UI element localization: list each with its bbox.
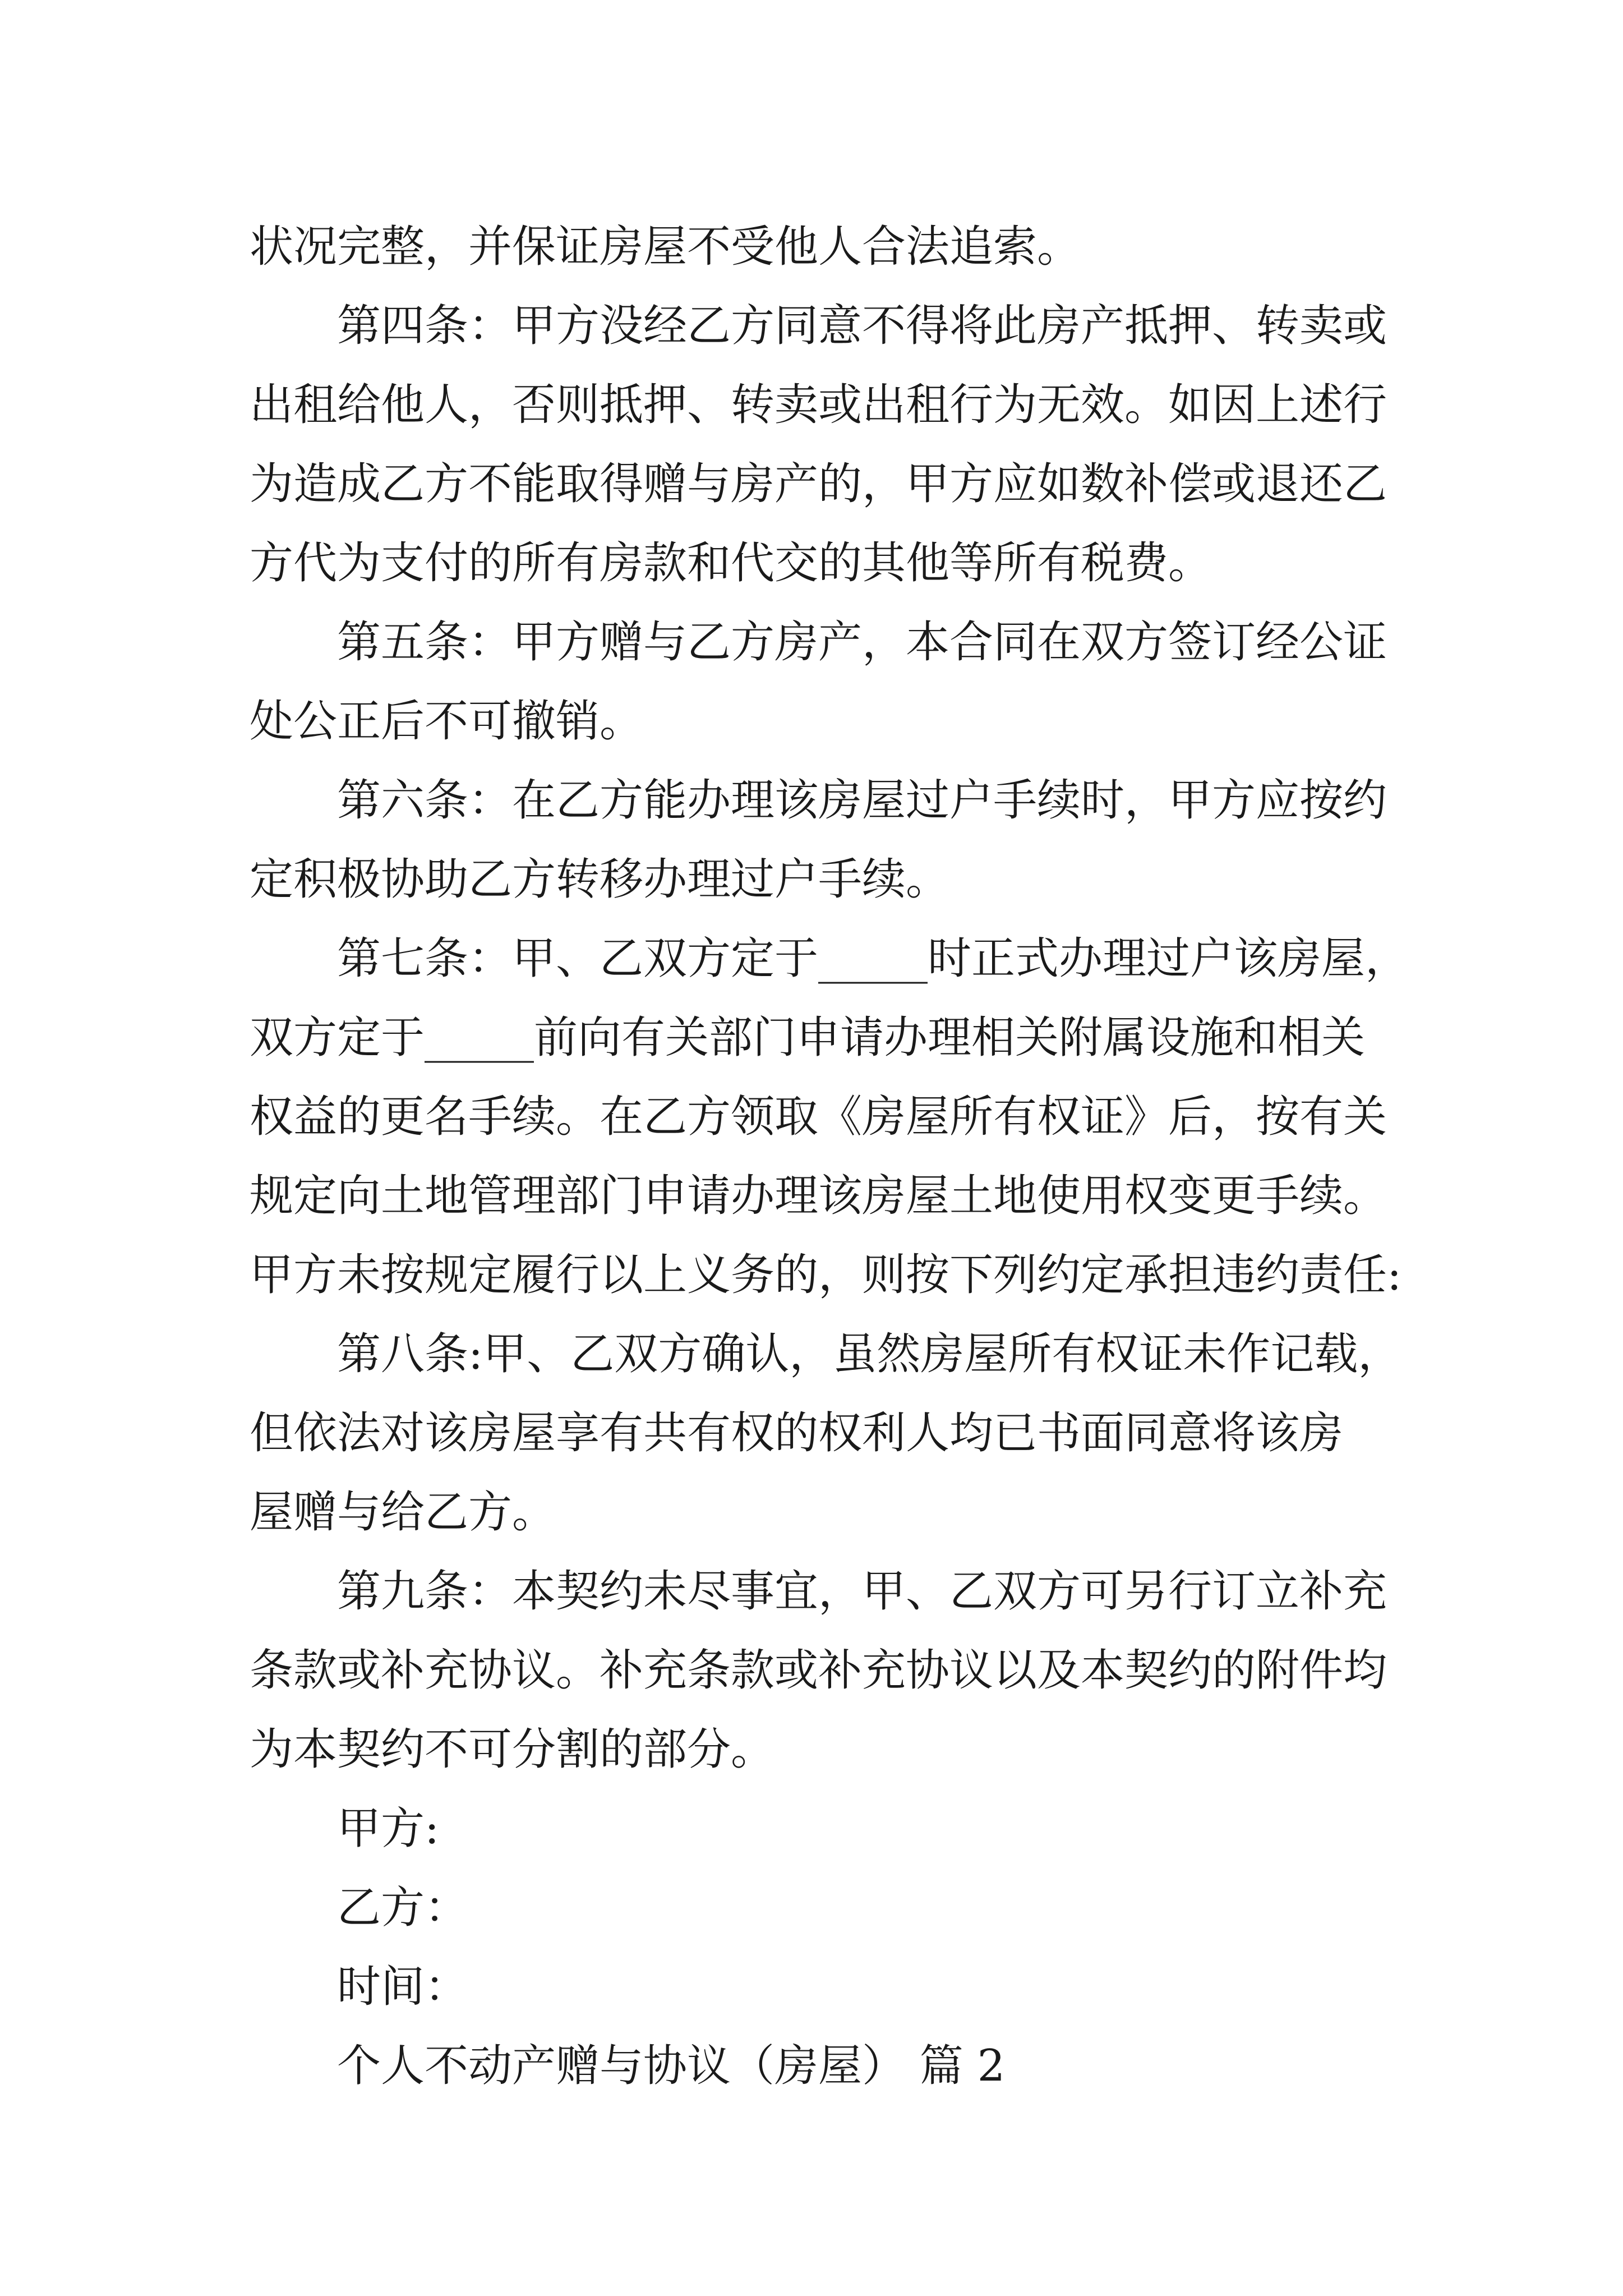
article-9-line: 第九条：本契约未尽事宜，甲、乙双方可另行订立补充 [337,1566,1387,1617]
text-line: 条款或补充协议。补充条款或补充协议以及本契约的附件均 [250,1645,1387,1696]
text-line: 甲方未按规定履行以上义务的，则按下列约定承担违约责任: [250,1250,1402,1300]
date-label: 时间： [337,1962,469,2012]
article-7-line: 第七条：甲、乙双方定于_____时正式办理过户该房屋， [337,933,1409,984]
text-line: 为造成乙方不能取得赠与房产的，甲方应如数补偿或退还乙 [250,459,1387,509]
article-8-line: 第八条:甲、乙双方确认，虽然房屋所有权证未作记载， [337,1329,1402,1379]
party-b-signature-label: 乙方： [337,1883,469,1933]
article-6-line: 第六条：在乙方能办理该房屋过户手续时，甲方应按约 [337,775,1387,826]
article-4-line: 第四条：甲方没经乙方同意不得将此房产抵押、转卖或 [337,301,1387,351]
text-line: 权益的更名手续。在乙方领取《房屋所有权证》后，按有关 [250,1092,1387,1142]
text-line: 规定向土地管理部门申请办理该房屋土地使用权变更手续。 [250,1171,1387,1221]
text-line: 处公正后不可撤销。 [250,696,644,747]
article-5-line: 第五条：甲方赠与乙方房产，本合同在双方签订经公证 [337,617,1387,668]
text-line: 为本契约不可分割的部分。 [250,1724,775,1775]
text-line: 状况完整，并保证房屋不受他人合法追索。 [250,222,1081,272]
text-line: 出租给他人，否则抵押、转卖或出租行为无效。如因上述行 [250,380,1387,430]
party-a-signature-label: 甲方: [337,1803,440,1854]
text-line: 方代为支付的所有房款和代交的其他等所有税费。 [250,538,1212,588]
document-body [250,208,1409,2106]
section-heading: 个人不动产赠与协议（房屋） 篇 2 [337,2041,1006,2091]
text-line: 定积极协助乙方转移办理过户手续。 [250,854,950,905]
text-line: 但依法对该房屋享有共有权的权利人均已书面同意将该房 [250,1408,1344,1458]
text-line: 屋赠与给乙方。 [250,1487,556,1538]
text-line: 双方定于_____前向有关部门申请办理相关附属设施和相关 [250,1013,1366,1063]
